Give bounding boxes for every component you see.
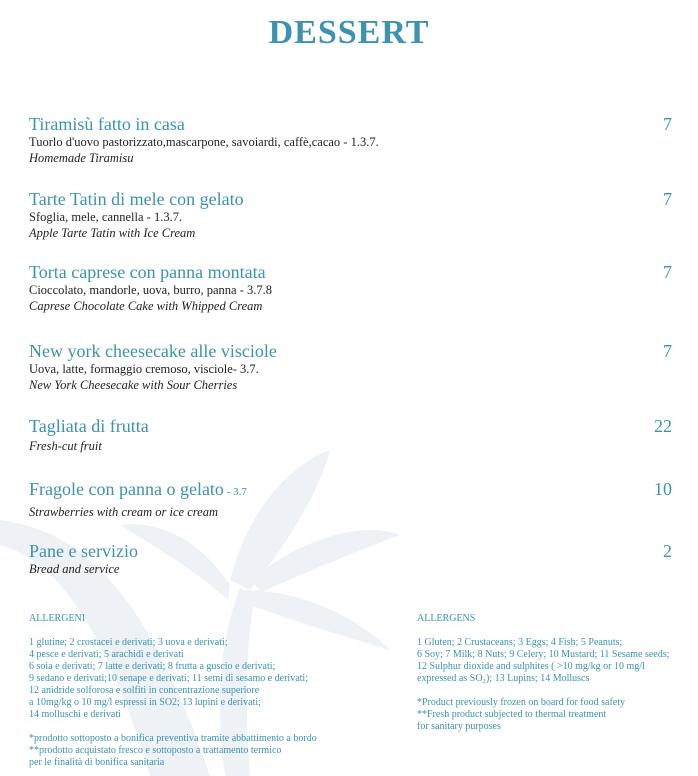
item-description: Cioccolato, mandorle, uova, burro, panna - 3.7.8 bbox=[29, 283, 272, 297]
item-name: Tiramisù fatto in casa bbox=[29, 114, 185, 134]
allergen-line: 1 Gluten; 2 Crustaceans; 3 Eggs; 4 Fish; 5 Peanuts; bbox=[417, 637, 623, 648]
item-english-name: Homemade Tiramisu bbox=[29, 151, 134, 165]
item-price: 7 bbox=[663, 114, 672, 134]
item-name: Pane e servizio bbox=[29, 541, 138, 561]
item-english-name: New York Cheesecake with Sour Cherries bbox=[29, 378, 238, 392]
item-name-text: Fragole con panna o gelato bbox=[29, 479, 224, 499]
page-title: DESSERT bbox=[268, 14, 430, 51]
allergen-line: 9 sedano e derivati;10 senape e derivati; 11 semi di sesamo e derivati; bbox=[29, 673, 308, 684]
allergen-note: for sanitary purposes bbox=[417, 721, 501, 732]
allergeni-section bbox=[29, 613, 317, 769]
menu-item bbox=[29, 479, 674, 520]
item-allergen-codes: - 3.7 bbox=[223, 486, 247, 498]
item-price: 7 bbox=[663, 189, 672, 209]
allergen-line: 12 Sulphur dioxide and sulphites ( >10 mg/kg or 10 mg/l bbox=[417, 661, 645, 672]
menu-item bbox=[29, 341, 674, 393]
item-price: 10 bbox=[654, 479, 672, 499]
item-name: Torta caprese con panna montata bbox=[29, 262, 266, 282]
item-name: Tarte Tatin di mele con gelato bbox=[29, 189, 244, 209]
item-price: 2 bbox=[663, 541, 672, 561]
allergen-line: 12 anidride solforosa e solfiti in concentrazione superiore bbox=[29, 685, 260, 696]
menu-item bbox=[29, 416, 674, 454]
item-english-name: Caprese Chocolate Cake with Whipped Cream bbox=[29, 299, 263, 313]
item-english-name: Strawberries with cream or ice cream bbox=[29, 505, 218, 519]
allergeni-heading: ALLERGENI bbox=[29, 613, 86, 624]
allergen-line: 6 Soy; 7 Milk; 8 Nuts; 9 Celery; 10 Mustard; 11 Sesame seeds; bbox=[417, 649, 670, 660]
item-english-name: Apple Tarte Tatin with Ice Cream bbox=[29, 226, 196, 240]
item-price: 7 bbox=[663, 262, 672, 282]
item-price: 7 bbox=[663, 341, 672, 361]
item-name: Tagliata di frutta bbox=[29, 416, 149, 436]
item-name: New york cheesecake alle visciole bbox=[29, 341, 277, 361]
item-english-name: Bread and service bbox=[29, 562, 120, 576]
allergen-line: 4 pesce e derivati; 5 arachidi e derivati bbox=[29, 649, 184, 660]
allergen-line: a 10mg/kg o 10 mg/l espressi in SO2; 13 lupini e derivati; bbox=[29, 697, 261, 708]
allergen-note: **prodotto acquistato fresco e sottoposto a trattamento termico bbox=[29, 745, 282, 756]
allergen-line: 14 molluschi e derivati bbox=[29, 709, 121, 720]
item-name bbox=[29, 479, 674, 502]
allergen-note: *Product previously frozen on board for food safety bbox=[417, 697, 625, 708]
item-english-name: Fresh-cut fruit bbox=[29, 439, 102, 453]
item-description: Sfoglia, mele, cannella - 1.3.7. bbox=[29, 210, 183, 224]
menu-item bbox=[29, 189, 674, 241]
menu-item bbox=[29, 541, 674, 577]
allergen-line: 6 soia e derivati; 7 latte e derivati; 8 frutta a guscio e derivati; bbox=[29, 661, 276, 672]
allergen-note: *prodotto sottoposto a bonifica preventiva tramite abbattimento a bordo bbox=[29, 733, 317, 744]
menu-item bbox=[29, 114, 674, 166]
allergens-heading: ALLERGENS bbox=[417, 613, 476, 624]
allergen-note: **Fresh product subjected to thermal treatment bbox=[417, 709, 607, 720]
item-description: Uova, latte, formaggio cremoso, visciole- 3.7. bbox=[29, 362, 259, 376]
item-description: Tuorlo d'uovo pastorizzato,mascarpone, savoiardi, caffè,cacao - 1.3.7. bbox=[29, 135, 379, 149]
allergen-note: per le finalità di bonifica sanitaria bbox=[29, 757, 165, 768]
allergen-line: 1 glutine; 2 crostacei e derivati; 3 uova e derivati; bbox=[29, 637, 228, 648]
allergen-line: expressed as SO₂); 13 Lupins; 14 Molluscs bbox=[417, 673, 590, 684]
menu-item bbox=[29, 262, 674, 314]
allergens-section bbox=[417, 613, 669, 733]
item-price: 22 bbox=[654, 416, 672, 436]
